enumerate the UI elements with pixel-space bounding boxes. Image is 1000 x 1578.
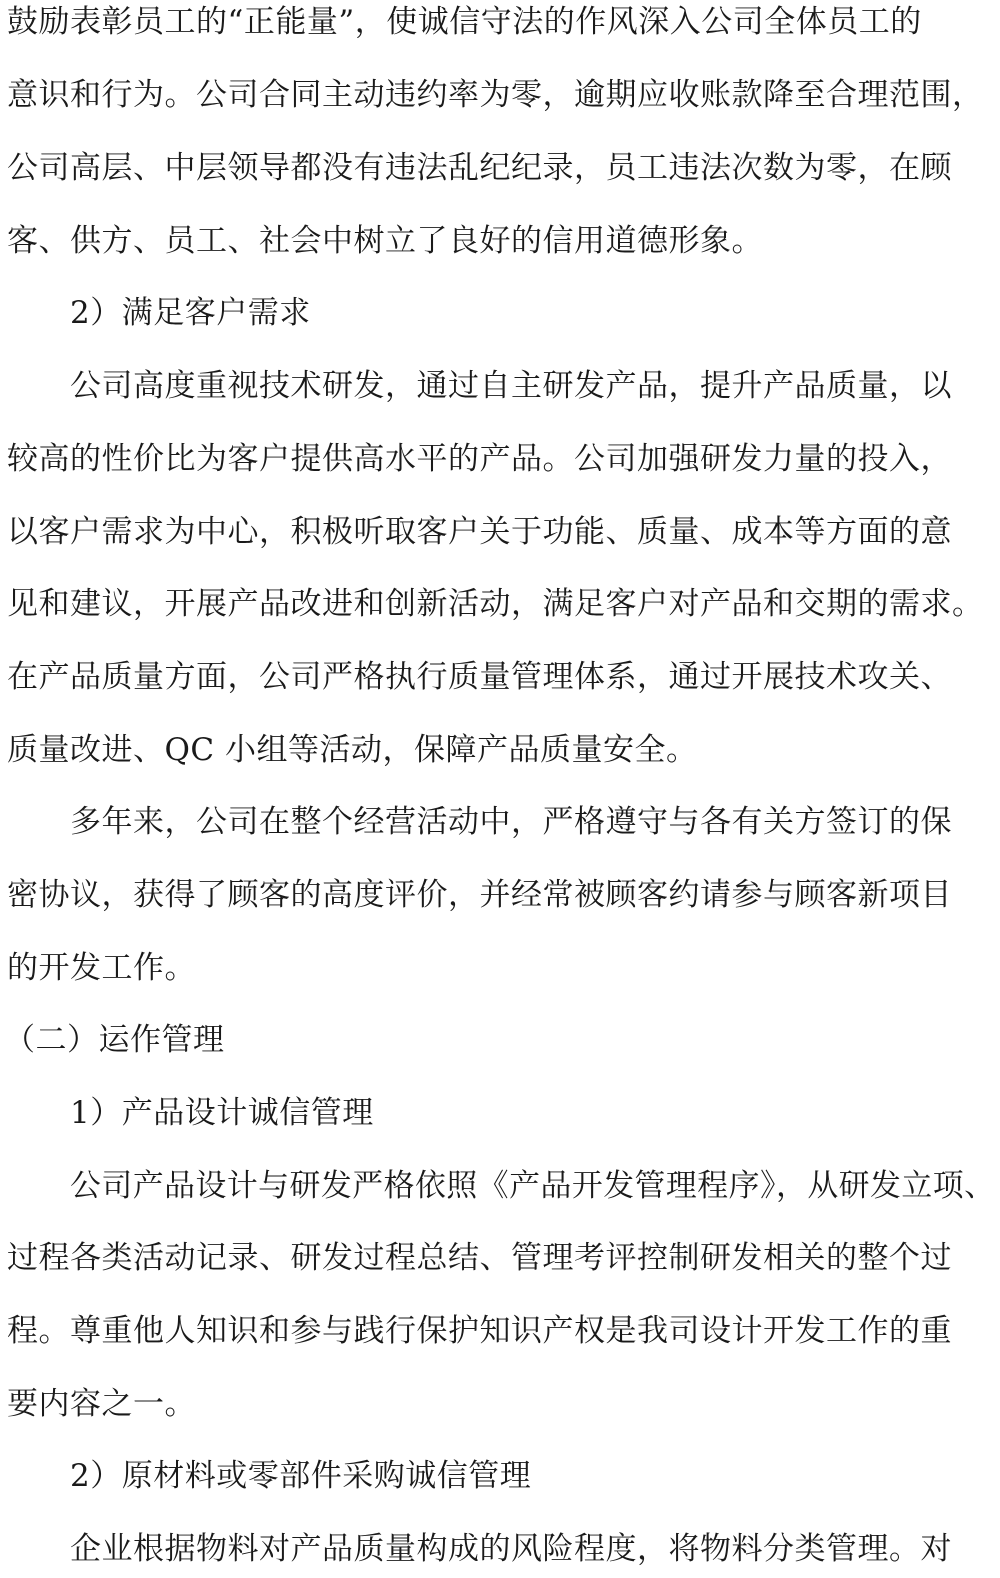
subheading-procurement: 2）原材料或零部件采购诚信管理 bbox=[70, 1458, 532, 1494]
paragraph-line: 的开发工作。 bbox=[7, 950, 196, 986]
paragraph-line: 公司高层、中层领导都没有违法乱纪纪录，员工违法次数为零，在顾 bbox=[7, 150, 952, 186]
subheading-product-design: 1）产品设计诚信管理 bbox=[70, 1095, 374, 1131]
paragraph-line: 企业根据物料对产品质量构成的风险程度，将物料分类管理。对 bbox=[70, 1531, 952, 1567]
paragraph-line: 较高的性价比为客户提供高水平的产品。公司加强研发力量的投入， bbox=[7, 441, 952, 477]
paragraph-line: 过程各类活动记录、研发过程总结、管理考评控制研发相关的整个过 bbox=[7, 1240, 952, 1276]
paragraph-line: 鼓励表彰员工的“正能量”，使诚信守法的作风深入公司全体员工的 bbox=[7, 4, 922, 40]
subheading-customer-needs: 2）满足客户需求 bbox=[70, 295, 311, 331]
paragraph-line: 意识和行为。公司合同主动违约率为零，逾期应收账款降至合理范围， bbox=[7, 77, 984, 113]
paragraph-line: 见和建议，开展产品改进和创新活动，满足客户对产品和交期的需求。 bbox=[7, 586, 984, 622]
section-heading-operations: （二）运作管理 bbox=[4, 1022, 225, 1058]
paragraph-line: 公司高度重视技术研发，通过自主研发产品，提升产品质量，以 bbox=[70, 368, 952, 404]
paragraph-line: 在产品质量方面，公司严格执行质量管理体系，通过开展技术攻关、 bbox=[7, 659, 952, 695]
paragraph-line: 密协议，获得了顾客的高度评价，并经常被顾客约请参与顾客新项目 bbox=[7, 877, 952, 913]
paragraph-line: 要内容之一。 bbox=[7, 1386, 196, 1422]
paragraph-line: 程。尊重他人知识和参与践行保护知识产权是我司设计开发工作的重 bbox=[7, 1313, 952, 1349]
paragraph-line: 客、供方、员工、社会中树立了良好的信用道德形象。 bbox=[7, 223, 763, 259]
paragraph-line: 多年来，公司在整个经营活动中，严格遵守与各有关方签订的保 bbox=[70, 804, 952, 840]
paragraph-line: 质量改进、QC 小组等活动，保障产品质量安全。 bbox=[7, 732, 698, 768]
paragraph-line: 公司产品设计与研发严格依照《产品开发管理程序》，从研发立项、 bbox=[70, 1168, 996, 1204]
paragraph-line: 以客户需求为中心，积极听取客户关于功能、质量、成本等方面的意 bbox=[7, 514, 952, 550]
